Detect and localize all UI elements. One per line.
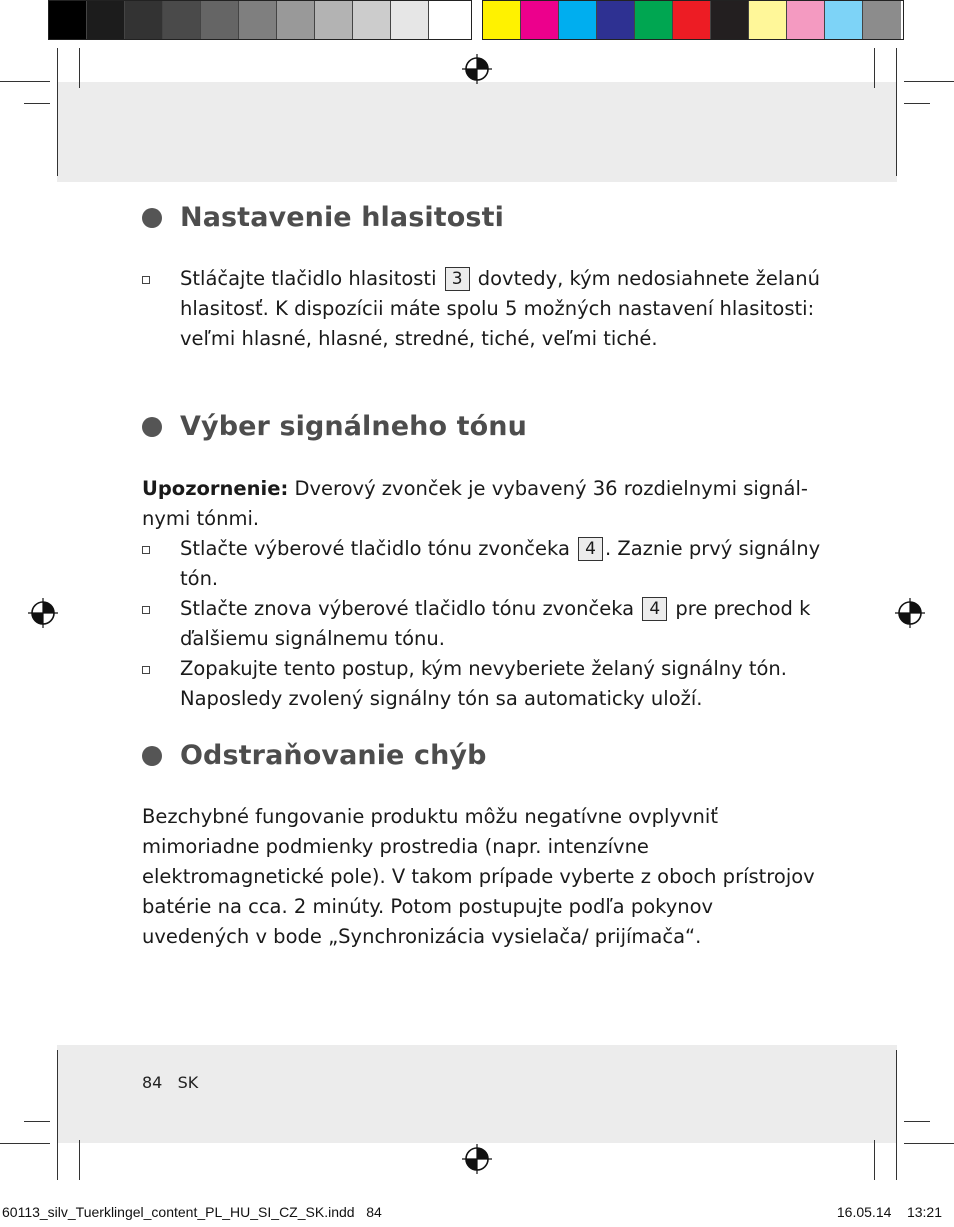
language-code: SK	[177, 1073, 199, 1092]
list-item: Stlačte znova výberové tlačidlo tónu zvončeka 4 pre prechod k ďalšiemu signálnemu tónu.	[142, 594, 822, 654]
color-calibration-strip	[482, 0, 904, 40]
slug-file-page: 84	[366, 1204, 382, 1220]
crop-mark	[24, 1121, 50, 1122]
section-title: Odstraňovanie chýb	[180, 740, 487, 771]
header-band	[57, 82, 897, 182]
slug-date: 16.05.14	[836, 1204, 892, 1220]
crop-mark	[57, 48, 58, 176]
registration-mark-icon	[894, 597, 926, 629]
calibration-swatch	[429, 1, 467, 39]
crop-mark	[904, 103, 930, 104]
calibration-swatch	[749, 1, 787, 39]
footer-band	[57, 1045, 897, 1143]
checkbox-bullet-icon	[142, 606, 150, 614]
section-title: Nastavenie hlasitosti	[180, 202, 504, 233]
button-reference-badge: 4	[642, 597, 667, 621]
checkbox-bullet-icon	[142, 546, 150, 554]
calibration-swatch	[353, 1, 391, 39]
volume-instructions	[142, 264, 822, 354]
slug-timestamp	[837, 1204, 942, 1220]
calibration-swatch	[863, 1, 901, 39]
calibration-swatch	[559, 1, 597, 39]
list-item: Stlačte výberové tlačidlo tónu zvončeka 4 . Zaznie prvý signálny tón.	[142, 534, 822, 594]
calibration-swatch	[87, 1, 125, 39]
button-reference-badge: 4	[578, 537, 603, 561]
registration-mark-icon	[27, 597, 59, 629]
crop-mark	[904, 1143, 954, 1144]
calibration-swatch	[49, 1, 87, 39]
calibration-swatch	[391, 1, 429, 39]
calibration-swatch	[673, 1, 711, 39]
crop-mark	[79, 1140, 80, 1180]
calibration-swatch	[483, 1, 521, 39]
tone-instructions	[142, 474, 822, 714]
section-heading-tone	[142, 411, 527, 442]
crop-mark	[904, 1121, 930, 1122]
note-label: Upozornenie:	[142, 477, 289, 500]
calibration-swatch	[711, 1, 749, 39]
checkbox-bullet-icon	[142, 276, 150, 284]
crop-mark	[0, 81, 50, 82]
heading-bullet-icon	[142, 417, 162, 437]
calibration-swatch	[597, 1, 635, 39]
calibration-swatch	[787, 1, 825, 39]
crop-mark	[79, 48, 80, 88]
calibration-swatch	[315, 1, 353, 39]
calibration-swatch	[239, 1, 277, 39]
section-heading-troubleshooting	[142, 740, 487, 771]
crop-mark	[24, 103, 50, 104]
heading-bullet-icon	[142, 208, 162, 228]
button-reference-badge: 3	[445, 267, 470, 291]
section-heading-volume	[142, 202, 504, 233]
calibration-swatch	[125, 1, 163, 39]
slug-file-name: 60113_silv_Tuerklingel_content_PL_HU_SI_CZ_SK.indd	[2, 1204, 355, 1220]
heading-bullet-icon	[142, 746, 162, 766]
registration-mark-icon	[461, 53, 493, 85]
crop-mark	[874, 1140, 875, 1180]
crop-mark	[0, 1143, 50, 1144]
crop-mark	[904, 81, 954, 82]
calibration-swatch	[825, 1, 863, 39]
calibration-swatch	[521, 1, 559, 39]
crop-mark	[896, 1050, 897, 1180]
section-title: Výber signálneho tónu	[180, 411, 527, 442]
troubleshooting-paragraph: Bezchybné fungovanie produktu môžu negatívne ovplyvniť mimoriadne podmienky prostredia (napr. intenzívne elektromagnetické pole). V takom prípade vyberte z oboch prístrojov batérie na cca. 2 minúty. Potom postupujte podľa pokynov uvedených v bode „Synchronizácia vysielača/ prijímača“.	[142, 805, 815, 948]
note-text: Dverový zvonček je vybavený 36 rozdielnymi signál-nymi tónmi.	[142, 477, 808, 530]
calibration-swatch	[277, 1, 315, 39]
list-item: Stláčajte tlačidlo hlasitosti 3 dovtedy, kým nedosiahnete želanú hlasitosť. K dispozícii máte spolu 5 možných nastavení hlasitosti: veľmi hlasné, hlasné, stredné, tiché, veľmi tiché.	[142, 264, 822, 354]
page-number: 84	[142, 1073, 163, 1092]
crop-mark	[896, 48, 897, 176]
slug-file-info	[2, 1204, 382, 1220]
slug-time: 13:21	[906, 1204, 942, 1220]
list-item: Zopakujte tento postup, kým nevyberiete želaný signálny tón. Naposledy zvolený signálny tón sa automaticky uloží.	[142, 654, 822, 714]
crop-mark	[57, 1050, 58, 1180]
page-footer	[142, 1073, 198, 1092]
calibration-swatch	[163, 1, 201, 39]
calibration-swatch	[201, 1, 239, 39]
checkbox-bullet-icon	[142, 666, 150, 674]
note-paragraph	[142, 474, 822, 534]
calibration-swatch	[635, 1, 673, 39]
crop-mark	[874, 48, 875, 88]
gray-calibration-strip	[48, 0, 472, 40]
registration-mark-icon	[461, 1143, 493, 1175]
